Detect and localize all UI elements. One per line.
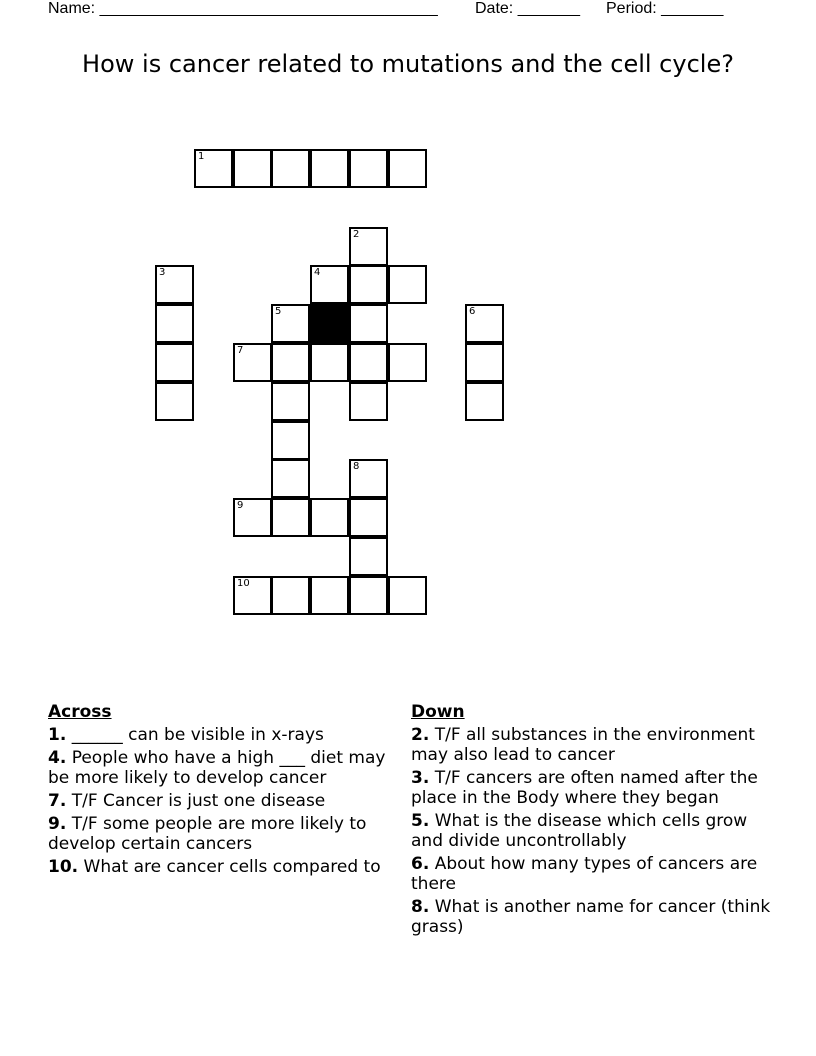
clue-number: 2.: [411, 725, 430, 745]
crossword-cell[interactable]: [271, 498, 310, 537]
clue-text: T/F all substances in the environment may also lead to cancer: [411, 725, 755, 765]
clue-across-4: [48, 748, 403, 788]
crossword-cell[interactable]: [271, 459, 310, 498]
crossword-cell[interactable]: [388, 265, 427, 304]
clue-text: T/F Cancer is just one disease: [71, 791, 326, 811]
cell-number: 10: [237, 578, 250, 589]
clue-text: People who have a high ___ diet may be more likely to develop cancer: [48, 748, 386, 788]
crossword-cell[interactable]: [233, 343, 272, 382]
crossword-cell[interactable]: [349, 265, 388, 304]
down-clues: [411, 702, 776, 940]
crossword-cell[interactable]: [388, 343, 427, 382]
cell-number: 7: [237, 345, 244, 356]
clue-number: 8.: [411, 897, 430, 917]
clue-text: What is another name for cancer (think grass): [411, 897, 771, 937]
crossword-cell[interactable]: [233, 576, 272, 615]
crossword-cell[interactable]: [310, 576, 349, 615]
clue-down-6: [411, 854, 776, 894]
crossword-cell[interactable]: [271, 576, 310, 615]
clue-number: 3.: [411, 768, 430, 788]
clue-text: ______ can be visible in x-rays: [71, 725, 324, 745]
cell-number: 4: [314, 267, 321, 278]
clue-number: 1.: [48, 725, 67, 745]
clue-across-9: [48, 814, 403, 854]
clue-down-2: [411, 725, 776, 765]
crossword-cell[interactable]: [310, 498, 349, 537]
crossword-block: [310, 304, 349, 343]
clue-down-5: [411, 811, 776, 851]
clue-number: 9.: [48, 814, 67, 834]
crossword-cell[interactable]: [349, 382, 388, 421]
clue-number: 4.: [48, 748, 67, 768]
clue-text: What is the disease which cells grow and divide uncontrollably: [411, 811, 748, 851]
clue-across-7: [48, 791, 403, 811]
crossword-cell[interactable]: [349, 149, 388, 188]
crossword-cell[interactable]: [349, 343, 388, 382]
crossword-cell[interactable]: [349, 459, 388, 498]
crossword-cell[interactable]: [194, 149, 233, 188]
crossword-cell[interactable]: [155, 343, 194, 382]
crossword-cell[interactable]: [271, 343, 310, 382]
crossword-cell[interactable]: [349, 537, 388, 576]
crossword-cell[interactable]: [465, 343, 504, 382]
cell-number: 1: [198, 151, 205, 162]
crossword-cell[interactable]: [233, 498, 272, 537]
crossword-cell[interactable]: [310, 343, 349, 382]
crossword-cell[interactable]: [388, 576, 427, 615]
crossword-cell[interactable]: [310, 149, 349, 188]
crossword-cell[interactable]: [233, 149, 272, 188]
across-clues: [48, 702, 403, 880]
crossword-cell[interactable]: [271, 149, 310, 188]
cell-number: 5: [275, 306, 282, 317]
crossword-cell[interactable]: [349, 498, 388, 537]
period-field-label: Period: _______: [606, 0, 724, 17]
page-title: How is cancer related to mutations and the cell cycle?: [82, 50, 734, 78]
crossword-cell[interactable]: [271, 421, 310, 460]
clue-number: 6.: [411, 854, 430, 874]
clue-down-8: [411, 897, 776, 937]
crossword-cell[interactable]: [349, 304, 388, 343]
clue-number: 10.: [48, 857, 79, 877]
clue-text: T/F some people are more likely to develop certain cancers: [48, 814, 367, 854]
cell-number: 9: [237, 500, 244, 511]
crossword-cell[interactable]: [465, 304, 504, 343]
clue-text: About how many types of cancers are there: [411, 854, 758, 894]
crossword-cell[interactable]: [271, 304, 310, 343]
cell-number: 6: [469, 306, 476, 317]
crossword-cell[interactable]: [310, 265, 349, 304]
clue-number: 5.: [411, 811, 430, 831]
crossword-cell[interactable]: [349, 576, 388, 615]
clue-text: T/F cancers are often named after the place in the Body where they began: [411, 768, 758, 808]
crossword-cell[interactable]: [155, 382, 194, 421]
clue-down-3: [411, 768, 776, 808]
cell-number: 8: [353, 461, 360, 472]
crossword-cell[interactable]: [349, 227, 388, 266]
across-heading: Across: [48, 702, 112, 722]
crossword-cell[interactable]: [155, 265, 194, 304]
clue-across-10: [48, 857, 403, 877]
clue-across-1: [48, 725, 403, 745]
crossword-cell[interactable]: [465, 382, 504, 421]
cell-number: 2: [353, 229, 360, 240]
crossword-cell[interactable]: [388, 149, 427, 188]
crossword-cell[interactable]: [155, 304, 194, 343]
name-field-label: Name: ______________________________________: [48, 0, 438, 17]
clue-number: 7.: [48, 791, 67, 811]
date-field-label: Date: _______: [475, 0, 580, 17]
crossword-cell[interactable]: [271, 382, 310, 421]
down-heading: Down: [411, 702, 465, 722]
clue-text: What are cancer cells compared to: [83, 857, 381, 877]
cell-number: 3: [159, 267, 166, 278]
